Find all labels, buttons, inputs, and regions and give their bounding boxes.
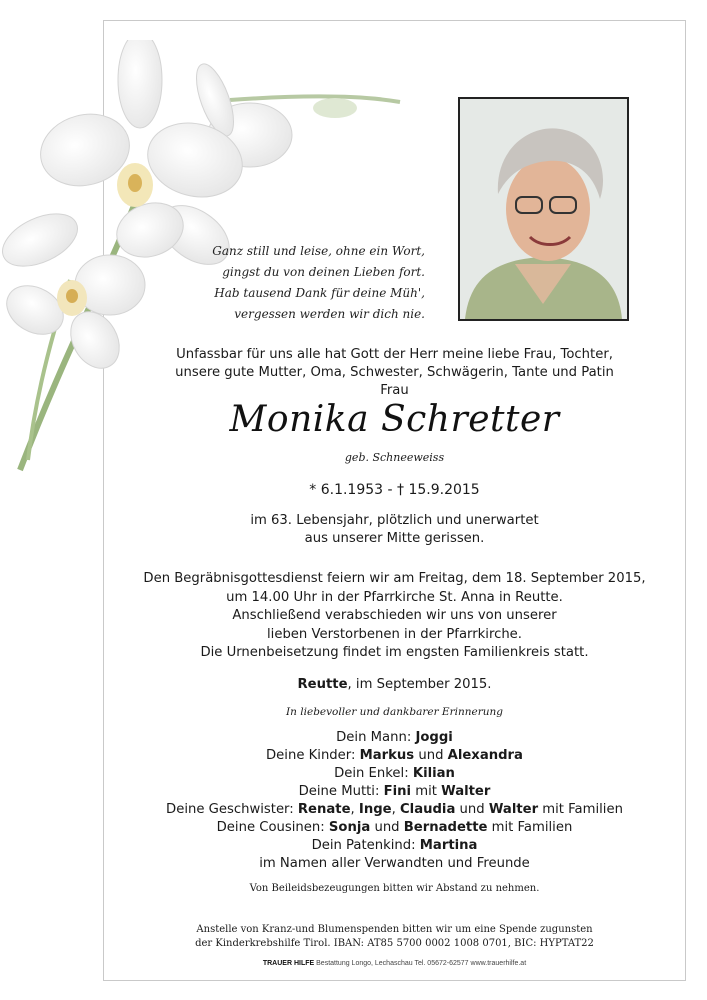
age-line: im 63. Lebensjahr, plötzlich und unerwartet [250,513,539,528]
connector: mit [411,784,442,799]
intro-line: Unfassbar für uns alle hat Gott der Herr meine liebe Frau, Tochter, [176,347,613,362]
mourner-name: Fini [383,784,412,799]
poem-line: Hab tausend Dank für deine Müh', [214,286,425,300]
mourner-label: Deine Geschwister: [166,802,298,817]
mourner-label: Deine Kinder: [266,748,360,763]
funeral-home-footer [103,960,686,967]
mourner-label: Dein Mann: [336,730,416,745]
footer-text: Bestattung Longo, Lechaschau Tel. 05672-62577 www.trauerhilfe.at [314,960,527,967]
connector: mit Familien [487,820,573,835]
connector: , [391,802,400,817]
age-line: aus unserer Mitte gerissen. [304,531,485,546]
funeral-line: um 14.00 Uhr in der Pfarrkirche St. Anna in Reutte. [226,589,563,605]
portrait-photo [458,97,629,321]
mourner-name: Kilian [412,766,455,781]
funeral-info [103,570,686,644]
connector: mit Familien [538,802,623,817]
mourner-row [103,819,686,837]
intro-text [103,346,686,400]
condolence-note: Von Beileidsbezeugungen bitten wir Abstand zu nehmen. [249,883,540,894]
donation-line: der Kinderkrebshilfe Tirol. IBAN: AT85 5700 0002 1008 0701, BIC: HYPTAT22 [195,938,594,949]
mourner-name: Renate [297,802,351,817]
mourner-name: Walter [488,802,539,817]
mourner-row [103,729,686,747]
mourner-label: Dein Patenkind: [311,838,420,853]
poem-line: vergessen werden wir dich nie. [234,307,425,321]
connector: und [370,820,404,835]
mourner-name: Bernadette [403,820,488,835]
mourner-name: Walter [441,784,491,799]
mourner-row [103,801,686,819]
life-dates: * 6.1.1953 - † 15.9.2015 [309,482,480,498]
maiden-name: geb. Schneeweiss [344,451,445,464]
donation-note [103,923,686,951]
mourner-label: Deine Cousinen: [216,820,329,835]
mourner-name: Claudia [400,802,456,817]
mourner-row [103,765,686,783]
donation-line: Anstelle von Kranz-und Blumenspenden bitten wir um eine Spende zugunsten [196,924,593,935]
place-date [103,677,686,692]
age-text [103,512,686,548]
mourner-name: Martina [419,838,478,853]
poem-line: Ganz still und leise, ohne ein Wort, [212,244,425,258]
mourner-name: Sonja [328,820,371,835]
mourners-list [103,729,686,873]
mourner-row [103,837,686,855]
mourner-row: im Namen aller Verwandten und Freunde [259,856,530,871]
mourner-label: Deine Mutti: [298,784,384,799]
place-date-text: , im September 2015. [347,677,492,692]
funeral-line: Den Begräbnisgottesdienst feiern wir am Freitag, dem 18. September 2015, [143,571,646,586]
connector: und [455,802,489,817]
place-town: Reutte [297,677,348,692]
connector: , [350,802,359,817]
mourner-name: Alexandra [447,748,523,763]
mourner-row [103,747,686,765]
memory-line: In liebevoller und dankbarer Erinnerung [286,706,503,718]
mourner-name: Joggi [415,730,453,745]
connector: und [414,748,448,763]
mourner-label: Dein Enkel: [334,766,413,781]
urn-burial-note: Die Urnenbeisetzung findet im engsten Familienkreis statt. [200,645,589,660]
mourner-row [103,783,686,801]
footer-brand: TRAUER HILFE [262,960,315,967]
deceased-name: Monika Schretter [229,399,560,440]
mourner-name: Inge [358,802,392,817]
mourner-name: Markus [359,748,415,763]
poem [195,241,425,325]
funeral-line: lieben Verstorbenen in der Pfarrkirche. [267,626,522,642]
intro-line: unsere gute Mutter, Oma, Schwester, Schwägerin, Tante und Patin [175,365,614,380]
poem-line: gingst du von deinen Lieben fort. [222,265,425,279]
intro-line: Frau [380,383,409,398]
funeral-line: Anschließend verabschieden wir uns von unserer [232,608,557,623]
